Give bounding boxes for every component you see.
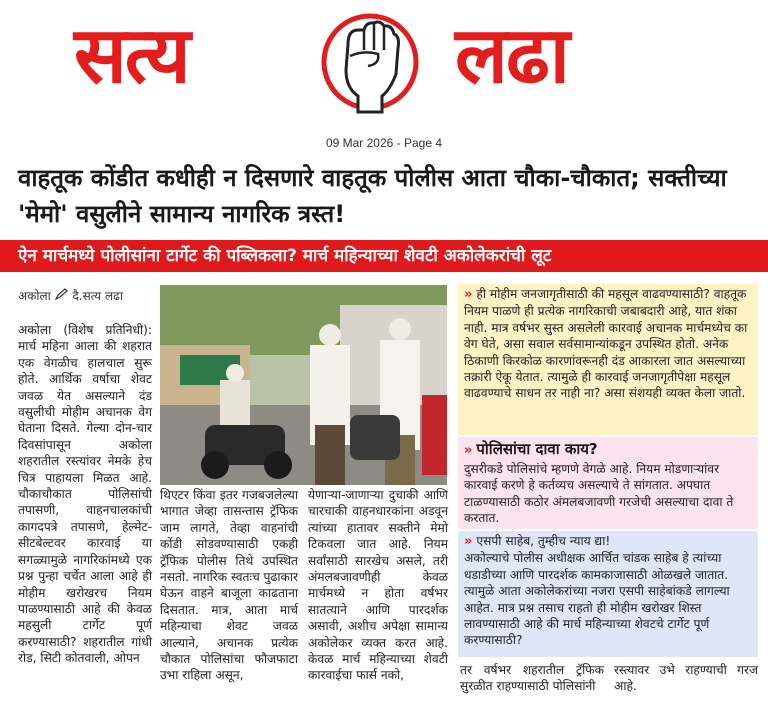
raised-fist-icon (320, 4, 420, 124)
sidebar-box-sp-appeal-heading (464, 533, 752, 550)
sidebar-box-revenue-text: ही मोहीम जनजागृतीसाठी की महसूल वाढवण्यासाठी? वाहतूक नियम पाळणे ही प्रत्येक नागरिकाची जबाबदारी आहे, यात शंका नाही. मात्र वर्षभर सुस्त असलेली कारवाई अचानक मार्चमध्येच का वेग घेते, असा सवाल सर्वसामान्यांकडून उपस्थित होतो. अनेक ठिकाणी किरकोळ कारणांवरूनही दंड आकारला जात असल्याच्या तक्रारी ऐकू येतात. त्यामुळे ही कारवाई जनजागृतीपेक्षा महसूल वाढवण्याचे साधन तर नाही ना? असा संशयही व्यक्त केला जातो. (464, 287, 748, 401)
byline-place: अकोला (18, 289, 51, 303)
sidebar-box-revenue (458, 284, 758, 435)
dateline: 09 Mar 2026 - Page 4 (325, 136, 443, 150)
pen-icon (55, 288, 69, 300)
sidebar-box-police-claim-heading (464, 439, 752, 461)
masthead (0, 0, 768, 130)
box2-heading-text: पोलिसांचा दावा काय? (476, 440, 598, 458)
article-column-5: रस्त्यावर उभे राहण्याची गरज आहे. (614, 663, 758, 694)
masthead-title-left: सत्य (74, 11, 189, 101)
byline (18, 287, 123, 304)
article-column-2: थिएटर किंवा इतर गजबजलेल्या भागात जेव्हा तासन्तास ट्रॅफिक जाम लागते, तेव्हा वाहनांची कोंडी सोडवण्यासाठी एकही ट्रॅफिक पोलीस तिथे उपस्थित नसतो. नागरिक स्वतःच पुढाकार घेऊन वाहने बाजूला काढताना दिसतात. मात्र, आता मार्च महिन्याचा शेवट जवळ आल्याने, अचानक प्रत्येक चौकात पोलिसांचा फौजफाटा उभा राहिला असून, (160, 488, 298, 683)
box3-heading-text: एसपी साहेब, तुम्हीच न्याय द्या! (476, 534, 611, 548)
main-headline: वाहतूक कोंडीत कधीही न दिसणारे वाहतूक पोलीस आता चौका-चौकात; सक्तीच्या 'मेमो' वसुलीने सामान्य नागरिक त्रस्त! (18, 164, 727, 228)
subhead-banner: ऐन मार्चमध्ये पोलीसांना टार्गेट की पब्लिकला? मार्च महिन्याच्या शेवटी अकोलेकरांची लूट (0, 240, 768, 272)
sidebar-box-police-claim (458, 437, 758, 529)
byline-source: दै.सत्य लढा (72, 289, 123, 303)
sidebar-box-sp-appeal-text: अकोल्याचे पोलीस अधीक्षक आर्चित चांडक साहेब हे त्यांच्या धडाडीच्या आणि पारदर्शक कामकाजासाठी ओळखले जातात. त्यामुळे आता अकोलेकरांच्या नजरा एसपी साहेबांकडे लागल्या आहेत. मात्र प्रश्न तसाच राहतो ही मोहीम खरोखर शिस्त लावण्यासाठी आहे की मार्च महिन्याच्या शेवटचे टार्गेट पूर्ण करण्यासाठी? (464, 551, 730, 648)
news-photo (160, 285, 447, 485)
masthead-title-right: लढा (455, 11, 569, 101)
article-column-4: तर वर्षभर शहरातील ट्रॅफिक सुरळीत राहण्यासाठी पोलिसांनी (460, 663, 604, 694)
double-chevron-icon: » (464, 287, 473, 302)
double-chevron-icon: » (464, 443, 473, 458)
sidebar-box-police-claim-text: दुसरीकडे पोलिसांचे म्हणणे वेगळे आहे. नियम मोडणाऱ्यांवर कारवाई करणे हे कर्तव्यच असल्याचे ते सांगतात. अपघात टाळण्यासाठी कठोर अंमलबजावणी गरजेची असल्याचा दावा ते करतात. (464, 462, 734, 526)
article-column-1: अकोला (विशेष प्रतिनिधी): मार्च महिना आला की शहरात एक वेगळीच हालचाल सुरू होते. आर्थिक वर्षाचा शेवट जवळ येत असल्याने दंड वसुलीची मोहीम अचानक वेग घेताना दिसते. गेल्या दोन-चार दिवसांपासून अकोला शहरातील रस्त्यांवर नेमके हेच चित्र पाहायला मिळत आहे. चौकाचौकात पोलिसांची तपासणी, वाहनचालकांची कागदपत्रे तपासणे, हेल्मेट-सीटबेल्टवर कारवाई या सगळ्यामुळे नागरिकांमध्ये एक प्रश्न पुन्हा चर्चेत आला आहे ही मोहीम खरोखरच नियम पाळण्यासाठी आहे की केवळ महसुली टार्गेट पूर्ण करण्यासाठी? शहरातील गांधी रोड, सिटी कोतवाली, ओपन (18, 323, 152, 666)
double-chevron-icon: » (464, 534, 473, 549)
sidebar-box-sp-appeal (458, 531, 758, 657)
article-column-3: येणाऱ्या-जाणाऱ्या दुचाकी आणि चारचाकी वाहनधारकांना अडवून त्यांच्या हातावर सक्तीने मेमो टिकवला जात आहे. नियम सर्वांसाठी सारखेच असले, तरी अंमलबजावणीही केवळ मार्चमध्ये न होता वर्षभर सातत्याने आणि पारदर्शक असावी, अशीच अपेक्षा सामान्य अकोलेकर व्यक्त करत आहे. केवळ मार्च महिन्याच्या शेवटी कारवाईचा फार्स नको, (308, 488, 448, 683)
